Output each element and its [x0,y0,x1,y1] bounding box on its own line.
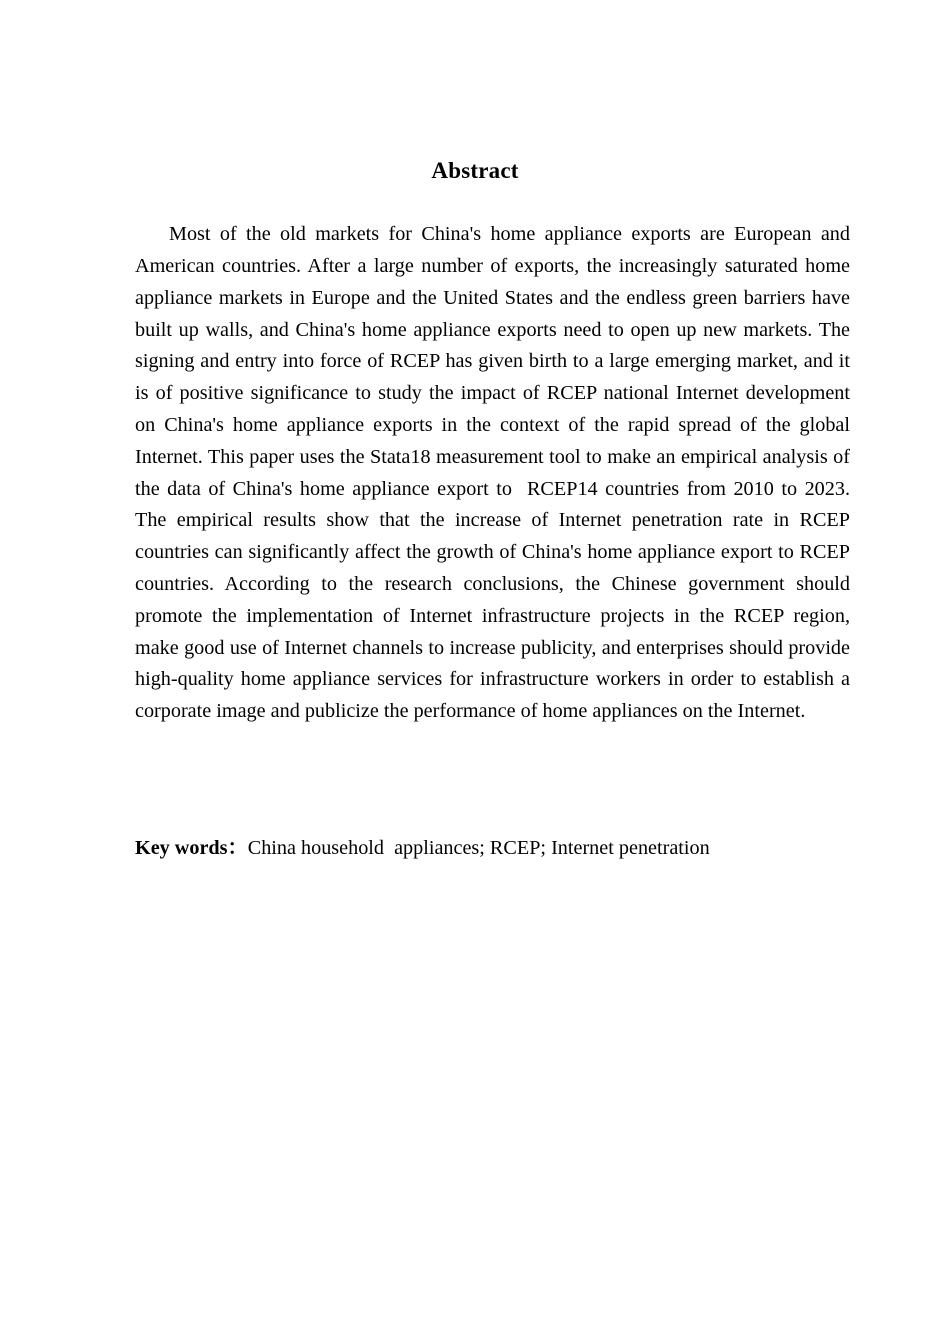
abstract-paragraph: Most of the old markets for China's home appliance exports are European and American countries. After a large number of exports, the increasingly saturated home appliance markets in Europe and the United States and the endless green barriers have built up walls, and China's home appliance exports need to open up new markets. The signing and entry into force of RCEP has given birth to a large emerging market, and it is of positive significance to study the impact of RCEP national Internet development on China's home appliance exports in the context of the rapid spread of the global Internet. This paper uses the Stata18 measurement tool to make an empirical analysis of the data of China's home appliance export to RCEP14 countries from 2010 to 2023. The empirical results show that the increase of Internet penetration rate in RCEP countries can significantly affect the growth of China's home appliance export to RCEP countries. According to the research conclusions, the Chinese government should promote the implementation of Internet infrastructure projects in the RCEP region, make good use of Internet channels to increase publicity, and enterprises should provide high-quality home appliance services for infrastructure workers in order to establish a corporate image and publicize the performance of home appliances on the Internet. [135,223,856,723]
keywords-value: China household appliances; RCEP; Internet penetration [247,837,710,860]
keywords-line [135,833,850,865]
keywords-label: Key words [135,837,228,860]
keywords-colon: ： [227,837,248,860]
page-title: Abstract [431,158,519,184]
